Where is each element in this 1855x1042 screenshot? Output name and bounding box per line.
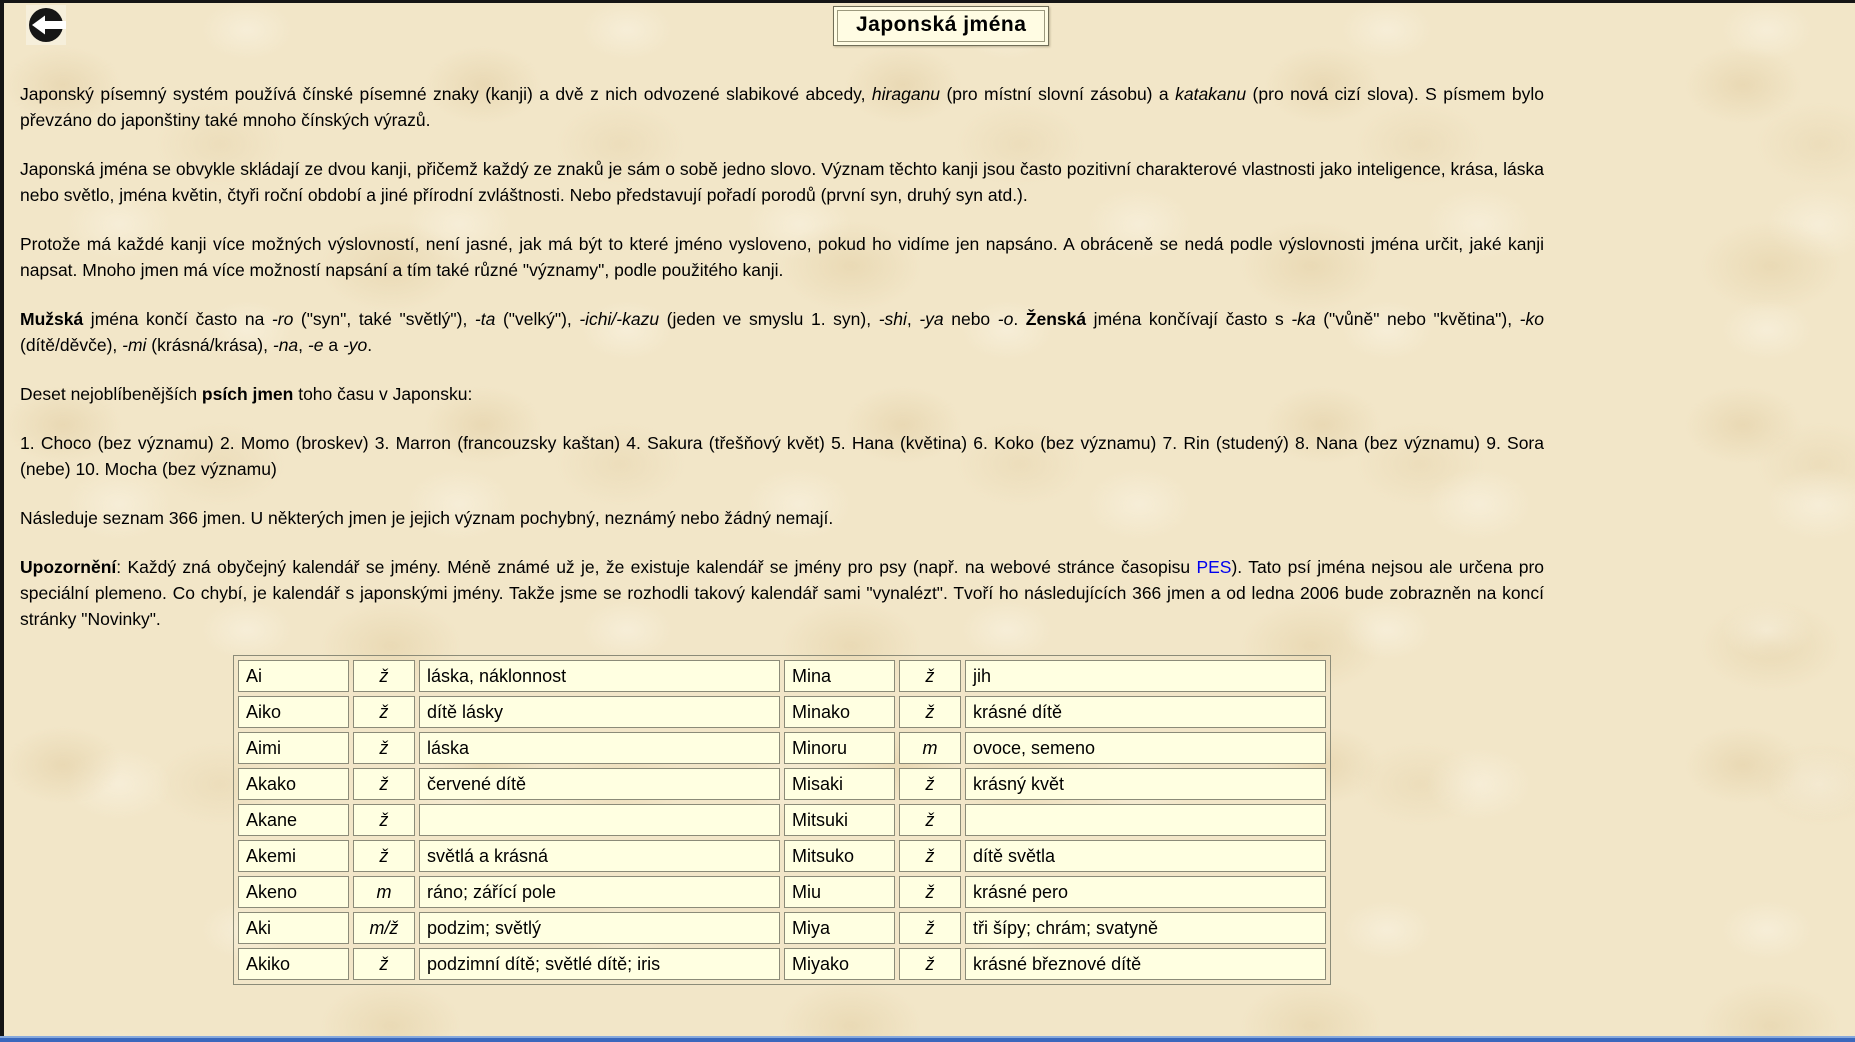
names-count-paragraph bbox=[20, 505, 1544, 531]
gender-cell: ž bbox=[353, 732, 415, 764]
back-arrow-icon bbox=[26, 5, 66, 45]
text-run-italic: -mi bbox=[122, 335, 147, 355]
name-cell: Mitsuki bbox=[784, 804, 895, 836]
pronunciation-paragraph bbox=[20, 231, 1544, 283]
meaning-cell bbox=[965, 804, 1326, 836]
text-run: (krásná/krása), bbox=[146, 335, 273, 355]
name-cell: Akako bbox=[238, 768, 349, 800]
name-cell: Akemi bbox=[238, 840, 349, 872]
text-run-italic: katakanu bbox=[1175, 84, 1247, 104]
text-run-italic: -ta bbox=[474, 309, 496, 329]
gender-cell: ž bbox=[353, 696, 415, 728]
text-run: Deset nejoblíbenějších bbox=[20, 384, 202, 404]
text-run: 1. Choco (bez významu) 2. Momo (broskev) 3. Marron (francouzsky kaštan) 4. Sakura (třešňový květ) 5. Hana (květina) 6. Koko (bez významu) 7. Rin (studený) 8. Nana (bez významu) 9. Sora (nebe) 10. Mocha (bez významu) bbox=[20, 433, 1544, 479]
page-header bbox=[0, 0, 1855, 50]
meaning-cell bbox=[419, 804, 780, 836]
text-run: : Každý zná obyčejný kalendář se jmény. Méně známé už je, že existuje kalendář se jmény pro psy (např. na webové stránce časopisu bbox=[116, 557, 1197, 577]
meaning-cell: jih bbox=[965, 660, 1326, 692]
window-top-edge bbox=[0, 0, 1855, 3]
text-run: , bbox=[906, 309, 920, 329]
meaning-cell: ovoce, semeno bbox=[965, 732, 1326, 764]
gender-cell: ž bbox=[899, 840, 961, 872]
meaning-cell: dítě lásky bbox=[419, 696, 780, 728]
text-run-bold: psích jmen bbox=[201, 384, 294, 404]
name-cell: Mitsuko bbox=[784, 840, 895, 872]
meaning-cell: ráno; zářící pole bbox=[419, 876, 780, 908]
gender-cell: m/ž bbox=[353, 912, 415, 944]
text-run-italic: -e bbox=[307, 335, 324, 355]
table-row bbox=[238, 948, 1326, 980]
name-cell: Mina bbox=[784, 660, 895, 692]
table-row bbox=[238, 876, 1326, 908]
meaning-cell: podzim; světlý bbox=[419, 912, 780, 944]
text-run-italic: -shi bbox=[878, 309, 907, 329]
table-row bbox=[238, 660, 1326, 692]
page-content bbox=[0, 50, 1544, 985]
kanji-meaning-paragraph bbox=[20, 156, 1544, 208]
page-title: Japonská jména bbox=[837, 10, 1045, 42]
meaning-cell: tři šípy; chrám; svatyně bbox=[965, 912, 1326, 944]
gender-cell: ž bbox=[353, 660, 415, 692]
name-cell: Minoru bbox=[784, 732, 895, 764]
text-run-italic: -ro bbox=[271, 309, 294, 329]
meaning-cell: láska, náklonnost bbox=[419, 660, 780, 692]
names-table-wrap bbox=[20, 655, 1544, 985]
window-left-edge bbox=[0, 0, 4, 1042]
gender-cell: ž bbox=[353, 768, 415, 800]
meaning-cell: krásné březnové dítě bbox=[965, 948, 1326, 980]
table-row bbox=[238, 696, 1326, 728]
name-cell: Minako bbox=[784, 696, 895, 728]
gender-cell: ž bbox=[899, 660, 961, 692]
meaning-cell: krásné pero bbox=[965, 876, 1326, 908]
text-run: ). Tato psí jména nejsou ale určena pro speciální plemeno. Co chybí, je kalendář s japonskými jmény. Takže jsme se rozhodli takový kalendář sami "vynalézt". Tvoří ho následujících 366 jmen a od ledna 2006 bude zobrazněn na koncí stránky "Novinky". bbox=[20, 557, 1545, 629]
table-row bbox=[238, 912, 1326, 944]
text-run-bold: Mužská bbox=[20, 309, 84, 329]
text-run-italic: -na bbox=[272, 335, 299, 355]
text-run: , bbox=[298, 335, 308, 355]
gender-cell: ž bbox=[899, 876, 961, 908]
text-run: Japonská jména se obvykle skládají ze dvou kanji, přičemž každý ze znaků je sám o sobě jedno slovo. Význam těchto kanji jsou často pozitivní charakterové vlastnosti jako inteligence, krása, láska nebo světlo, jména květin, čtyři roční období a jiné přírodní zvláštnosti. Nebo představují pořadí porodů (první syn, druhý syn atd.). bbox=[20, 159, 1544, 205]
name-endings-paragraph bbox=[20, 306, 1544, 358]
text-run: ("vůně" nebo "květina"), bbox=[1315, 309, 1520, 329]
gender-cell: ž bbox=[353, 948, 415, 980]
gender-cell: ž bbox=[899, 696, 961, 728]
text-run: jména končí často na bbox=[83, 309, 272, 329]
text-run-italic: -ichi/-kazu bbox=[579, 309, 660, 329]
notice-paragraph bbox=[20, 554, 1544, 632]
name-cell: Misaki bbox=[784, 768, 895, 800]
text-run: . bbox=[367, 335, 373, 355]
text-run: (pro místní slovní zásobu) a bbox=[940, 84, 1176, 104]
meaning-cell: krásný květ bbox=[965, 768, 1326, 800]
text-run: . bbox=[1013, 309, 1026, 329]
text-run: (pro nová cizí slova). S písmem bylo převzáno do japonštiny také mnoho čínských výrazů. bbox=[20, 84, 1544, 130]
text-run-italic: -ka bbox=[1291, 309, 1316, 329]
text-run-italic: -ko bbox=[1519, 309, 1544, 329]
text-run-italic: -o bbox=[997, 309, 1014, 329]
name-cell: Akeno bbox=[238, 876, 349, 908]
pes-link[interactable]: PES bbox=[1196, 557, 1232, 577]
meaning-cell: světlá a krásná bbox=[419, 840, 780, 872]
text-run: Japonský písemný systém používá čínské písemné znaky (kanji) a dvě z nich odvozené slabikové abcedy, bbox=[20, 84, 872, 104]
window-bottom-bar bbox=[0, 1036, 1855, 1042]
name-cell: Aiko bbox=[238, 696, 349, 728]
name-cell: Aki bbox=[238, 912, 349, 944]
names-table bbox=[233, 655, 1331, 985]
gender-cell: ž bbox=[899, 804, 961, 836]
name-cell: Akane bbox=[238, 804, 349, 836]
gender-cell: m bbox=[899, 732, 961, 764]
text-run-italic: -ya bbox=[919, 309, 944, 329]
meaning-cell: červené dítě bbox=[419, 768, 780, 800]
back-button[interactable] bbox=[26, 5, 66, 45]
text-run: (jeden ve smyslu 1. syn), bbox=[659, 309, 879, 329]
gender-cell: ž bbox=[353, 840, 415, 872]
intro-paragraph bbox=[20, 81, 1544, 133]
meaning-cell: krásné dítě bbox=[965, 696, 1326, 728]
text-run-bold: Upozornění bbox=[20, 557, 117, 577]
meaning-cell: láska bbox=[419, 732, 780, 764]
text-run-italic: hiraganu bbox=[871, 84, 941, 104]
text-run: jména končívají často s bbox=[1086, 309, 1292, 329]
name-cell: Miya bbox=[784, 912, 895, 944]
name-cell: Akiko bbox=[238, 948, 349, 980]
text-run-bold: Ženská bbox=[1025, 309, 1087, 329]
text-run: Protože má každé kanji více možných výslovností, není jasné, jak má být to které jméno vysloveno, pokud ho vidíme jen napsáno. A obráceně se nedá podle výslovnosti jména určit, jaké kanji napsat. Mnoho jmen má více možností napsání a tím také různé "významy", podle použitého kanji. bbox=[20, 234, 1544, 280]
text-run: a bbox=[323, 335, 343, 355]
title-box bbox=[833, 6, 1049, 46]
text-run: Následuje seznam 366 jmen. U některých jmen je jejich význam pochybný, neznámý nebo žádný nemají. bbox=[20, 508, 834, 528]
table-row bbox=[238, 804, 1326, 836]
text-run: (dítě/děvče), bbox=[20, 335, 123, 355]
name-cell: Miu bbox=[784, 876, 895, 908]
gender-cell: ž bbox=[899, 912, 961, 944]
names-table-body bbox=[238, 660, 1326, 980]
table-row bbox=[238, 732, 1326, 764]
meaning-cell: dítě světla bbox=[965, 840, 1326, 872]
name-cell: Miyako bbox=[784, 948, 895, 980]
name-cell: Aimi bbox=[238, 732, 349, 764]
meaning-cell: podzimní dítě; světlé dítě; iris bbox=[419, 948, 780, 980]
table-row bbox=[238, 840, 1326, 872]
text-run: ("velký"), bbox=[495, 309, 580, 329]
gender-cell: m bbox=[353, 876, 415, 908]
dog-names-heading bbox=[20, 381, 1544, 407]
gender-cell: ž bbox=[353, 804, 415, 836]
table-row bbox=[238, 768, 1326, 800]
text-run: toho času v Japonsku: bbox=[293, 384, 473, 404]
gender-cell: ž bbox=[899, 948, 961, 980]
text-run: nebo bbox=[943, 309, 998, 329]
text-run-italic: -yo bbox=[342, 335, 368, 355]
gender-cell: ž bbox=[899, 768, 961, 800]
text-run: ("syn", také "světlý"), bbox=[293, 309, 475, 329]
name-cell: Ai bbox=[238, 660, 349, 692]
dog-names-list bbox=[20, 430, 1544, 482]
